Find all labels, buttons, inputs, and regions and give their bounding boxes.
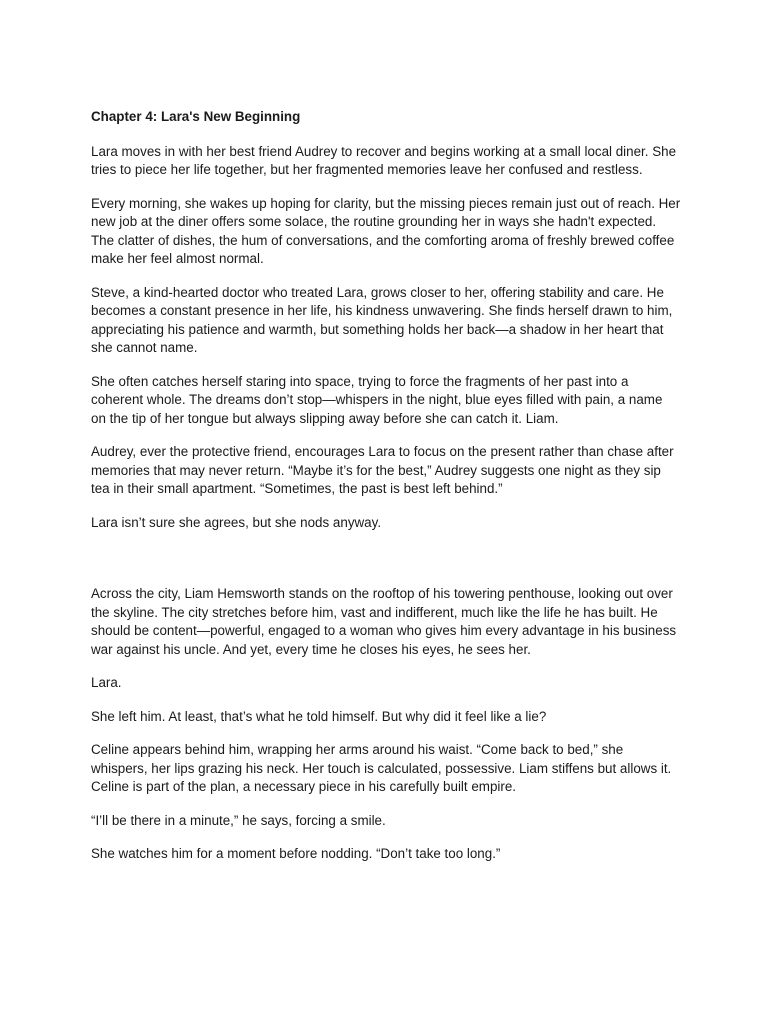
section-break [91, 547, 681, 585]
paragraph: Audrey, ever the protective friend, encourages Lara to focus on the present rather than chase after memories that may never return. “Maybe it’s for the best,” Audrey suggests one night as they sip tea in their small apartment. “Sometimes, the past is best left behind.” [91, 444, 674, 496]
chapter-title: Chapter 4: Lara's New Beginning [91, 109, 301, 124]
paragraph: Celine appears behind him, wrapping her arms around his waist. “Come back to bed,” she whispers, her lips grazing his neck. Her touch is calculated, possessive. Liam stiffens but allows it. Celine is part of the plan, a necessary piece in his carefully built empire. [91, 742, 672, 794]
paragraph: Lara isn’t sure she agrees, but she nods anyway. [91, 514, 382, 530]
document-body [91, 108, 681, 879]
paragraph: She often catches herself staring into space, trying to force the fragments of her past into a coherent whole. The dreams don’t stop—whispers in the night, blue eyes filled with pain, a name on the tip of her tongue but always slipping away before she can catch it. Liam. [91, 373, 663, 426]
paragraph: “I’ll be there in a minute,” he says, forcing a smile. [91, 812, 386, 828]
paragraph: Lara. [91, 675, 122, 690]
paragraph: Across the city, Liam Hemsworth stands on the rooftop of his towering penthouse, looking out over the skyline. The city stretches before him, vast and indifferent, much like the life he has built. He should be content—powerful, engaged to a woman who gives him every advantage in his business war against his uncle. And yet, every time he closes his eyes, he sees her. [91, 586, 677, 657]
paragraph: She left him. At least, that’s what he told himself. But why did it feel like a lie? [91, 708, 547, 724]
paragraph: She watches him for a moment before nodding. “Don’t take too long.” [91, 846, 501, 861]
paragraph: Lara moves in with her best friend Audrey to recover and begins working at a small local diner. She tries to piece her life together, but her fragmented memories leave her confused and restless. [91, 143, 677, 177]
paragraph: Every morning, she wakes up hoping for clarity, but the missing pieces remain just out of reach. Her new job at the diner offers some solace, the routine grounding her in ways she hadn't expected. The clatter of dishes, the hum of conversations, and the comforting aroma of freshly brewed coffee make her feel almost normal. [91, 195, 681, 266]
paragraph: Steve, a kind-hearted doctor who treated Lara, grows closer to her, offering stability and care. He becomes a constant presence in her life, his kindness unwavering. She finds herself drawn to him, appreciating his patience and warmth, but something holds her back—a shadow in her heart that she cannot name. [91, 284, 673, 355]
